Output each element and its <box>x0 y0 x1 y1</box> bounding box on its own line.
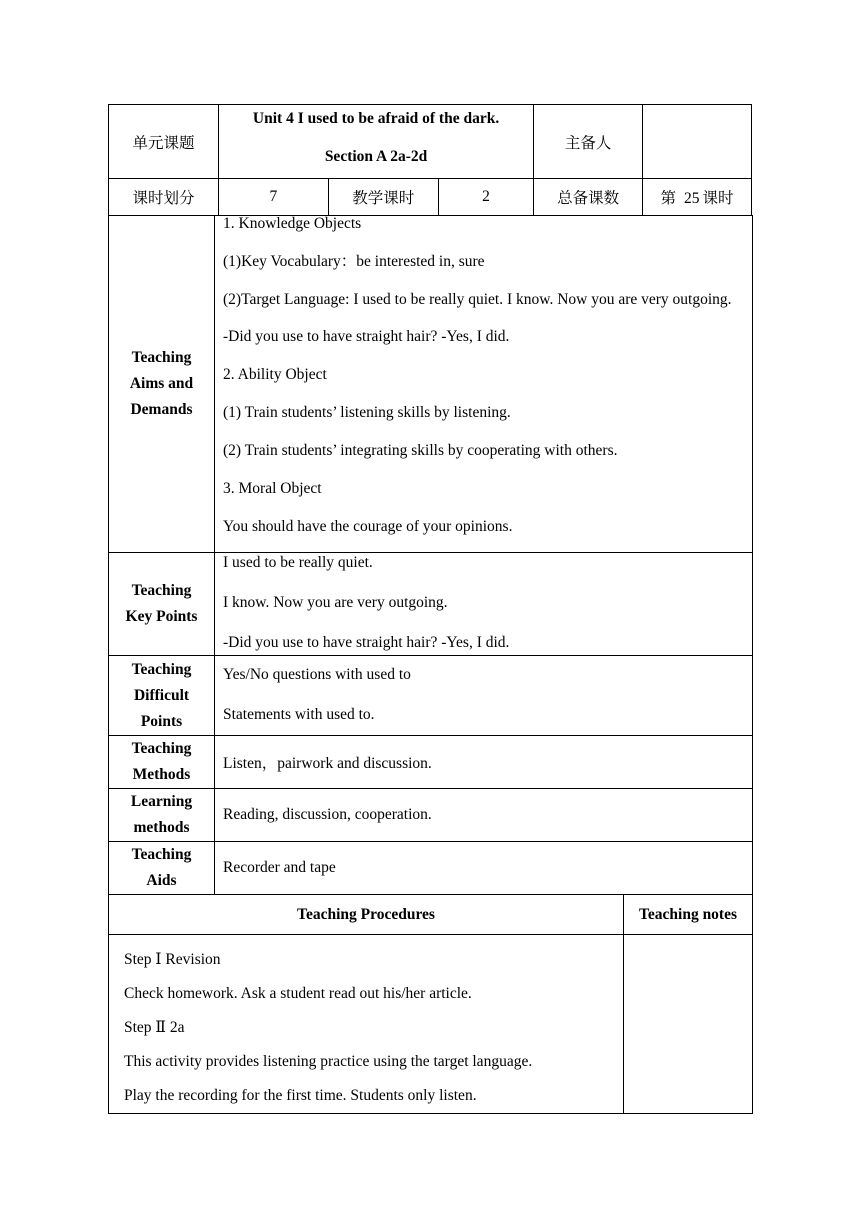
key-point-line: -Did you use to have straight hair? -Yes, I did. <box>223 634 510 651</box>
aims-line: You should have the courage of your opinions. <box>223 518 513 535</box>
lesson-hours-label: 教学课时 <box>328 179 438 216</box>
procedure-line: Step Ⅱ 2a <box>124 1019 185 1036</box>
aids-label: Teaching Aids <box>109 842 215 895</box>
procedures-content <box>109 935 624 1114</box>
aims-line: (2) Train students’ integrating skills by cooperating with others. <box>223 442 618 459</box>
teaching-notes-content <box>624 935 753 1114</box>
key-point-line: I used to be really quiet. <box>223 554 373 571</box>
aims-row <box>109 216 753 553</box>
aims-line: (2)Target Language: I used to be really quiet. I know. Now you are very outgoing. <box>223 291 732 308</box>
difficult-points-content <box>215 656 753 736</box>
aims-line: -Did you use to have straight hair? -Yes, I did. <box>223 328 510 345</box>
preparer-label: 主备人 <box>534 105 643 179</box>
unit-title-line2: Section A 2a-2d <box>324 148 428 165</box>
methods-content: Listen，pairwork and discussion. <box>215 736 753 789</box>
key-point-line: I know. Now you are very outgoing. <box>223 594 448 611</box>
period-label: 课时划分 <box>109 179 219 216</box>
total-prefix: 第 <box>660 189 677 207</box>
procedures-header: Teaching Procedures <box>109 895 624 935</box>
procedure-line: Play the recording for the first time. Students only listen. <box>124 1087 477 1104</box>
aids-row <box>109 842 753 895</box>
difficult-point-line: Statements with used to. <box>223 706 375 723</box>
methods-label: Teaching Methods <box>109 736 215 789</box>
total-lessons <box>643 179 752 216</box>
difficult-point-line: Yes/No questions with used to <box>223 666 411 683</box>
teaching-notes-header: Teaching notes <box>624 895 753 935</box>
unit-title <box>218 105 533 179</box>
unit-title-line1: Unit 4 I used to be afraid of the dark. <box>252 110 500 127</box>
methods-row <box>109 736 753 789</box>
lesson-hours-value: 2 <box>438 179 533 216</box>
procedure-line: Check homework. Ask a student read out his/her article. <box>124 985 472 1002</box>
aims-line: 1. Knowledge Objects <box>223 215 362 232</box>
lesson-plan <box>108 104 752 1114</box>
period-value: 7 <box>218 179 328 216</box>
procedure-line: Step Ⅰ Revision <box>124 951 221 968</box>
aids-content: Recorder and tape <box>215 842 753 895</box>
learning-label: Learning methods <box>109 789 215 842</box>
aims-line: 2. Ability Object <box>223 366 327 383</box>
key-points-content <box>215 553 753 656</box>
learning-row <box>109 789 753 842</box>
aims-line: 3. Moral Object <box>223 480 322 497</box>
aims-line: (1) Train students’ listening skills by listening. <box>223 404 511 421</box>
key-points-label: Teaching Key Points <box>109 553 215 656</box>
difficult-points-row <box>109 656 753 736</box>
aims-line: (1)Key Vocabulary：be interested in, sure <box>223 253 485 270</box>
total-label: 总备课数 <box>534 179 643 216</box>
learning-content: Reading, discussion, cooperation. <box>215 789 753 842</box>
aims-label: Teaching Aims and Demands <box>109 216 215 553</box>
details-table <box>108 215 753 895</box>
aims-content <box>215 216 753 553</box>
key-points-row <box>109 553 753 656</box>
unit-label: 单元课题 <box>109 105 219 179</box>
difficult-points-label: Teaching Difficult Points <box>109 656 215 736</box>
header-table <box>108 104 752 216</box>
procedure-line: This activity provides listening practice using the target language. <box>124 1053 533 1070</box>
preparer-value <box>643 105 752 179</box>
total-suffix: 课时 <box>702 189 734 207</box>
procedures-table <box>108 894 753 1114</box>
total-value: 25 <box>684 190 700 207</box>
